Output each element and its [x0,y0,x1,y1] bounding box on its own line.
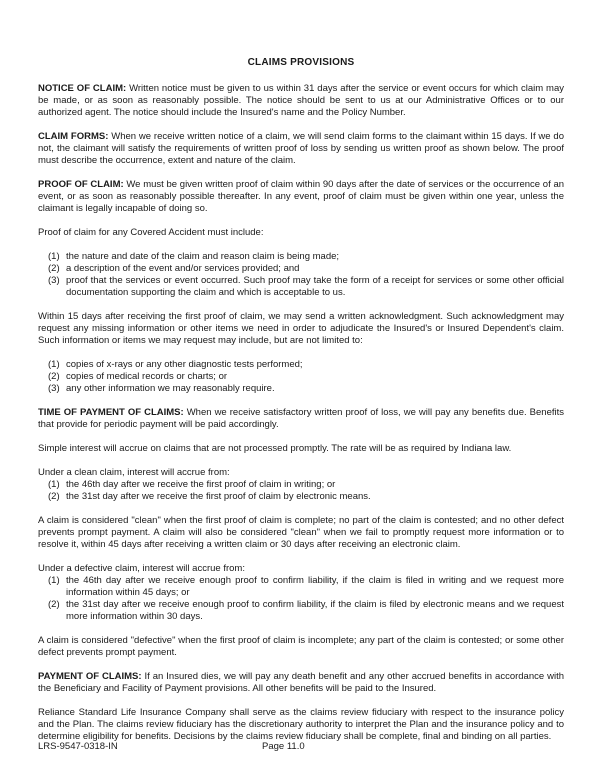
list-item-number: (2) [48,599,60,610]
section-label-proof-of-claim: PROOF OF CLAIM: [38,179,124,190]
section-label-payment-of-claims: PAYMENT OF CLAIMS: [38,671,142,682]
list-item-text: the 31st day after we receive enough proof to confirm liability, if the claim is filed by electronic means and we request more information within 30 days. [66,599,564,622]
paragraph-text: If an Insured dies, we will pay any death benefit and any other accrued benefits in accordance with the Beneficiary and Facility of Payment provisions. All other benefits will be paid to the Insured. [38,671,565,694]
list-item [48,359,564,371]
list-item-number: (1) [48,251,60,262]
paragraph-notice-of-claim [38,83,564,119]
list-item-text: a description of the event and/or services provided; and [66,263,300,274]
list-item-text: any other information we may reasonably require. [66,383,275,394]
paragraph-simple-interest [38,443,564,455]
paragraph-text: Reliance Standard Life Insurance Company shall serve as the claims review fiduciary with respect to the insurance policy and the Plan. The claims review fiduciary has the discretionary authority to interpret the Plan and the insurance policy and to determine eligibility for benefits. Decisions by the claims review fiduciary shall be complete, final and binding on all parties. [38,707,564,742]
paragraph-text: Simple interest will accrue on claims that are not processed promptly. The rate will be as required by Indiana law. [38,443,512,454]
list-item-number: (1) [48,479,60,490]
list-item-text: the 46th day after we receive the first proof of claim in writing; or [66,479,336,490]
list-item [48,371,564,383]
paragraph-text: We must be given written proof of claim within 90 days after the date of services or the occurrence of an event, or as soon as reasonably possible thereafter. In any event, proof of claim must be given within one year, unless the claimant is legally incapable of doing so. [38,179,565,214]
page-number: Page 11.0 [262,741,305,752]
paragraph-text: A claim is considered "clean" when the first proof of claim is complete; no part of the claim is contested; and no other defect prevents prompt payment. A claim will also be considered "clean" when we fail to promptly request more information or to resolve it, within 45 days after receiving a written claim or 30 days after receiving an electronic claim. [38,515,564,550]
paragraph-text: A claim is considered "defective" when the first proof of claim is incomplete; any part of the claim is contested; or some other defect prevents prompt payment. [38,635,564,658]
list-item-text: the 31st day after we receive the first proof of claim by electronic means. [66,491,371,502]
list-item-number: (3) [48,383,60,394]
paragraph-acknowledgment [38,311,564,347]
list-item-text: the 46th day after we receive enough proof to confirm liability, if the claim is filed in writing and we request more information within 45 days; or [66,575,564,598]
section-label-claim-forms: CLAIM FORMS: [38,131,109,142]
section-label-time-of-payment: TIME OF PAYMENT OF CLAIMS: [38,407,184,418]
list-item-number: (2) [48,491,60,502]
list-item-text: copies of medical records or charts; or [66,371,228,382]
paragraph-text: Written notice must be given to us within 31 days after the service or event occurs for which claim may be made, or as soon as reasonably possible. The notice should be sent to us at our Administrative Offices or to our authorized agent. The notice should include the Insured's name and the Policy Number. [38,83,565,118]
list-item-number: (2) [48,371,60,382]
list-item-text: copies of x-rays or any other diagnostic tests performed; [66,359,303,370]
paragraph-text: Proof of claim for any Covered Accident must include: [38,227,264,238]
list-item-number: (2) [48,263,60,274]
paragraph-text: When we receive written notice of a claim, we will send claim forms to the claimant within 15 days. If we do not, the claimant will satisfy the requirements of written proof of loss by sending us written proof as shown below. The proof must describe the occurrence, extent and nature of the claim. [38,131,564,166]
list-item-number: (1) [48,359,60,370]
list-item [48,263,564,275]
list-proof-requirements [38,251,564,299]
paragraph-text: Within 15 days after receiving the first proof of claim, we may send a written acknowledgment. Such acknowledgment may request any missing information or other items we need in order to adjudicate the Insured's or Insured Dependent's claim. Such information or items we may request may include, but are not limited to: [38,311,564,346]
section-label-notice-of-claim: NOTICE OF CLAIM: [38,83,127,94]
paragraph-clean-claim-definition [38,515,564,551]
list-item [48,575,564,599]
list-item [48,383,564,395]
paragraph-covered-accident-intro [38,227,564,239]
list-item-number: (3) [48,275,60,286]
paragraph-clean-claim-intro [38,467,564,479]
paragraph-text: When we receive satisfactory written proof of loss, we will pay any benefits due. Benefits that provide for periodic payment will be paid accordingly. [38,407,564,430]
list-item [48,491,564,503]
list-item [48,599,564,623]
list-item [48,275,564,299]
list-item-text: proof that the services or event occurred. Such proof may take the form of a receipt for services or some other official documentation supporting the claim and which is acceptable to us. [66,275,564,298]
paragraph-claim-forms [38,131,564,167]
paragraph-text: Under a defective claim, interest will accrue from: [38,563,245,574]
paragraph-time-of-payment [38,407,564,431]
paragraph-proof-of-claim [38,179,564,215]
list-item-number: (1) [48,575,60,586]
page-title: CLAIMS PROVISIONS [247,57,355,68]
list-item-text: the nature and date of the claim and reason claim is being made; [66,251,340,262]
paragraph-text: Under a clean claim, interest will accrue from: [38,467,230,478]
list-requested-items [38,359,564,395]
paragraph-defective-claim-definition [38,635,564,659]
list-item [48,479,564,491]
list-clean-claim-accrual [38,479,564,503]
list-defective-claim-accrual [38,575,564,623]
paragraph-defective-claim-intro [38,563,564,575]
list-item [48,251,564,263]
paragraph-payment-of-claims [38,671,564,695]
document-number: LRS-9547-0318-IN [38,741,118,752]
paragraph-claims-review-fiduciary [38,707,564,743]
